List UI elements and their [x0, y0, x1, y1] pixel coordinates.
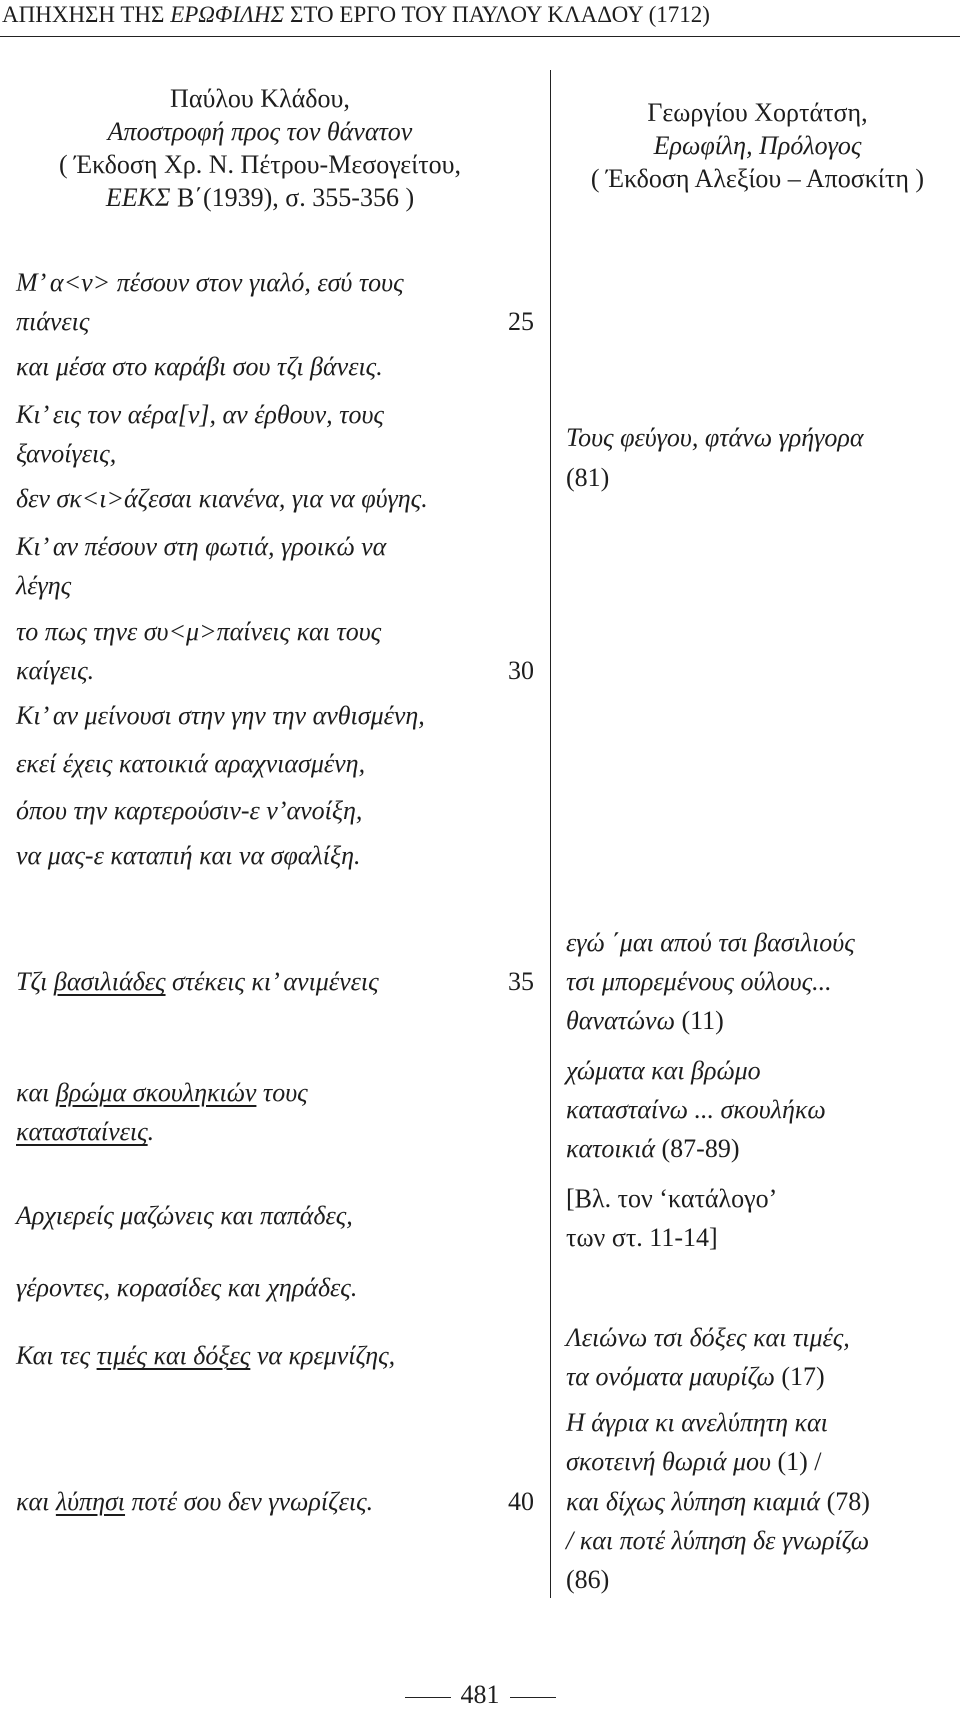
- left-heading-author: Παύλου Κλάδου,: [170, 84, 350, 113]
- verse-line: Κι’ εις τον αέρα[ν], αν έρθουν, τους: [16, 400, 384, 429]
- parallel-line: [566, 1003, 724, 1039]
- parallel-line: [566, 1444, 822, 1480]
- verse-line: λέγης: [16, 571, 72, 600]
- parallel-text: και δίχως λύπηση κιαμιά: [566, 1487, 821, 1516]
- line-number: 35: [508, 967, 534, 996]
- running-head-prefix: ΑΠΗΧΗΣΗ ΤΗΣ: [2, 2, 171, 27]
- left-heading-edition: ( Έκδοση Χρ. Ν. Πέτρου-Μεσογείτου,: [58, 150, 462, 179]
- folio-dash-left: [405, 1697, 451, 1698]
- left-heading-pages: Β΄(1939), σ. 355-356 ): [170, 183, 415, 212]
- parallel-line: εγώ ΄μαι απού τσι βασιλιούς: [566, 928, 855, 957]
- right-heading-title: Ερωφίλη, Πρόλογος: [653, 131, 862, 160]
- verse-line: καίγεις.: [16, 656, 95, 685]
- running-head: [0, 0, 960, 30]
- verse-line: [16, 1114, 154, 1150]
- verse-text: ποτέ σου δεν γνωρίζεις.: [125, 1487, 374, 1516]
- parallel-reference: (78): [820, 1487, 870, 1516]
- verse-line: όπου την καρτερούσιν-ε ν’ανοίξη,: [16, 796, 363, 825]
- parallel-line: Η άγρια κι ανελύπητη και: [566, 1408, 828, 1437]
- left-column-heading: [40, 82, 480, 214]
- verse-line: Κι’ αν μείνουσι στην γην την ανθισμένη,: [16, 701, 425, 730]
- left-heading-source: [40, 181, 480, 214]
- verse-line: [16, 1338, 395, 1374]
- parallel-text: κατοικιά: [566, 1134, 656, 1163]
- verse-text: .: [147, 1117, 155, 1146]
- verse-line: Μ’ α<ν> πέσουν στον γιαλό, εσύ τους: [16, 268, 404, 297]
- parallel-line: χώματα και βρώμο: [566, 1056, 761, 1085]
- page-number-value: 481: [460, 1680, 500, 1709]
- right-heading-edition: ( Έκδοση Αλεξίου – Αποσκίτη ): [590, 164, 925, 193]
- parallel-line: Λειώνω τσι δόξες και τιμές,: [566, 1323, 850, 1352]
- parallel-line: τσι μπορεμένους ούλους...: [566, 967, 832, 996]
- parallel-text: θανατώνω: [566, 1006, 675, 1035]
- parallel-reference: (86): [566, 1565, 610, 1594]
- verse-line: Αρχιερείς μαζώνεις και παπάδες,: [16, 1201, 353, 1230]
- verse-line: δεν σκ<ι>άζεσαι κιανένα, για να φύγης.: [16, 484, 428, 513]
- verse-line: εκεί έχεις κατοικιά αραχνιασμένη,: [16, 749, 366, 778]
- verse-line: το πως τηνε συ<μ>παίνεις και τους: [16, 617, 382, 646]
- parallel-line: [566, 1484, 870, 1520]
- parallel-note: [Βλ. τον ‘κατάλογο’: [566, 1184, 778, 1213]
- verse-underlined: τιμές και δόξες: [96, 1341, 251, 1370]
- verse-text: Και τες: [16, 1341, 97, 1370]
- parallel-line: Τους φεύγου, φτάνω γρήγορα: [566, 423, 864, 452]
- verse-line: πιάνεις: [16, 307, 90, 336]
- parallel-line: κατασταίνω ... σκουλήκω: [566, 1095, 826, 1124]
- line-number: 30: [508, 656, 534, 685]
- verse-line: [16, 1484, 373, 1520]
- right-column-heading: [555, 96, 960, 195]
- verse-line: να μας-ε καταπιή και να σφαλίξη.: [16, 841, 361, 870]
- column-divider: [550, 70, 551, 1598]
- verse-line: και μέσα στο καράβι σου τζι βάνεις.: [16, 352, 383, 381]
- verse-underlined: λύπησι: [55, 1487, 126, 1516]
- verse-line: Κι’ αν πέσουν στη φωτιά, γροικώ να: [16, 532, 387, 561]
- left-heading-journal: ΕΕΚΣ: [105, 183, 171, 212]
- running-head-title: ΕΡΩΦΙΛΗΣ: [170, 2, 285, 27]
- parallel-reference: (81): [566, 463, 610, 492]
- line-number: 25: [508, 307, 534, 336]
- folio-dash-right: [510, 1697, 556, 1698]
- parallel-reference: (11): [674, 1006, 724, 1035]
- parallel-line: [566, 1359, 825, 1395]
- right-heading-author: Γεωργίου Χορτάτση,: [647, 98, 868, 127]
- parallel-text: τα ονόματα μαυρίζω: [566, 1362, 775, 1391]
- verse-line: [16, 964, 379, 1000]
- header-rule: [0, 36, 960, 37]
- verse-text: και: [16, 1078, 56, 1107]
- verse-line: [16, 1075, 308, 1111]
- verse-line: γέροντες, κορασίδες και χηράδες.: [16, 1273, 358, 1302]
- verse-underlined: βρώμα σκουληκιών: [55, 1078, 257, 1107]
- verse-text: στέκεις κι’ ανιμένεις: [165, 967, 379, 996]
- parallel-reference: (17): [774, 1362, 825, 1391]
- left-heading-title: Αποστροφή προς τον θάνατον: [107, 117, 413, 146]
- line-number: 40: [508, 1487, 534, 1516]
- verse-text: και: [16, 1487, 56, 1516]
- page-number: [0, 1679, 960, 1711]
- verse-underlined: κατασταίνεις: [16, 1117, 148, 1146]
- verse-underlined: βασιλιάδες: [53, 967, 166, 996]
- parallel-note: των στ. 11-14]: [566, 1223, 718, 1252]
- running-head-suffix: ΣΤΟ ΕΡΓΟ ΤΟΥ ΠΑΥΛΟΥ ΚΛΑΔΟΥ (1712): [284, 2, 710, 27]
- parallel-reference: (87-89): [655, 1134, 740, 1163]
- verse-line: ξανοίγεις,: [16, 439, 117, 468]
- verse-text: Τζι: [16, 967, 54, 996]
- parallel-line: / και ποτέ λύπηση δε γνωρίζω: [566, 1526, 870, 1555]
- verse-text: τους: [256, 1078, 308, 1107]
- parallel-reference: (1) /: [770, 1447, 822, 1476]
- parallel-line: [566, 1131, 740, 1167]
- parallel-text: σκοτεινή θωριά μου: [566, 1447, 771, 1476]
- verse-text: να κρεμνίζης,: [250, 1341, 396, 1370]
